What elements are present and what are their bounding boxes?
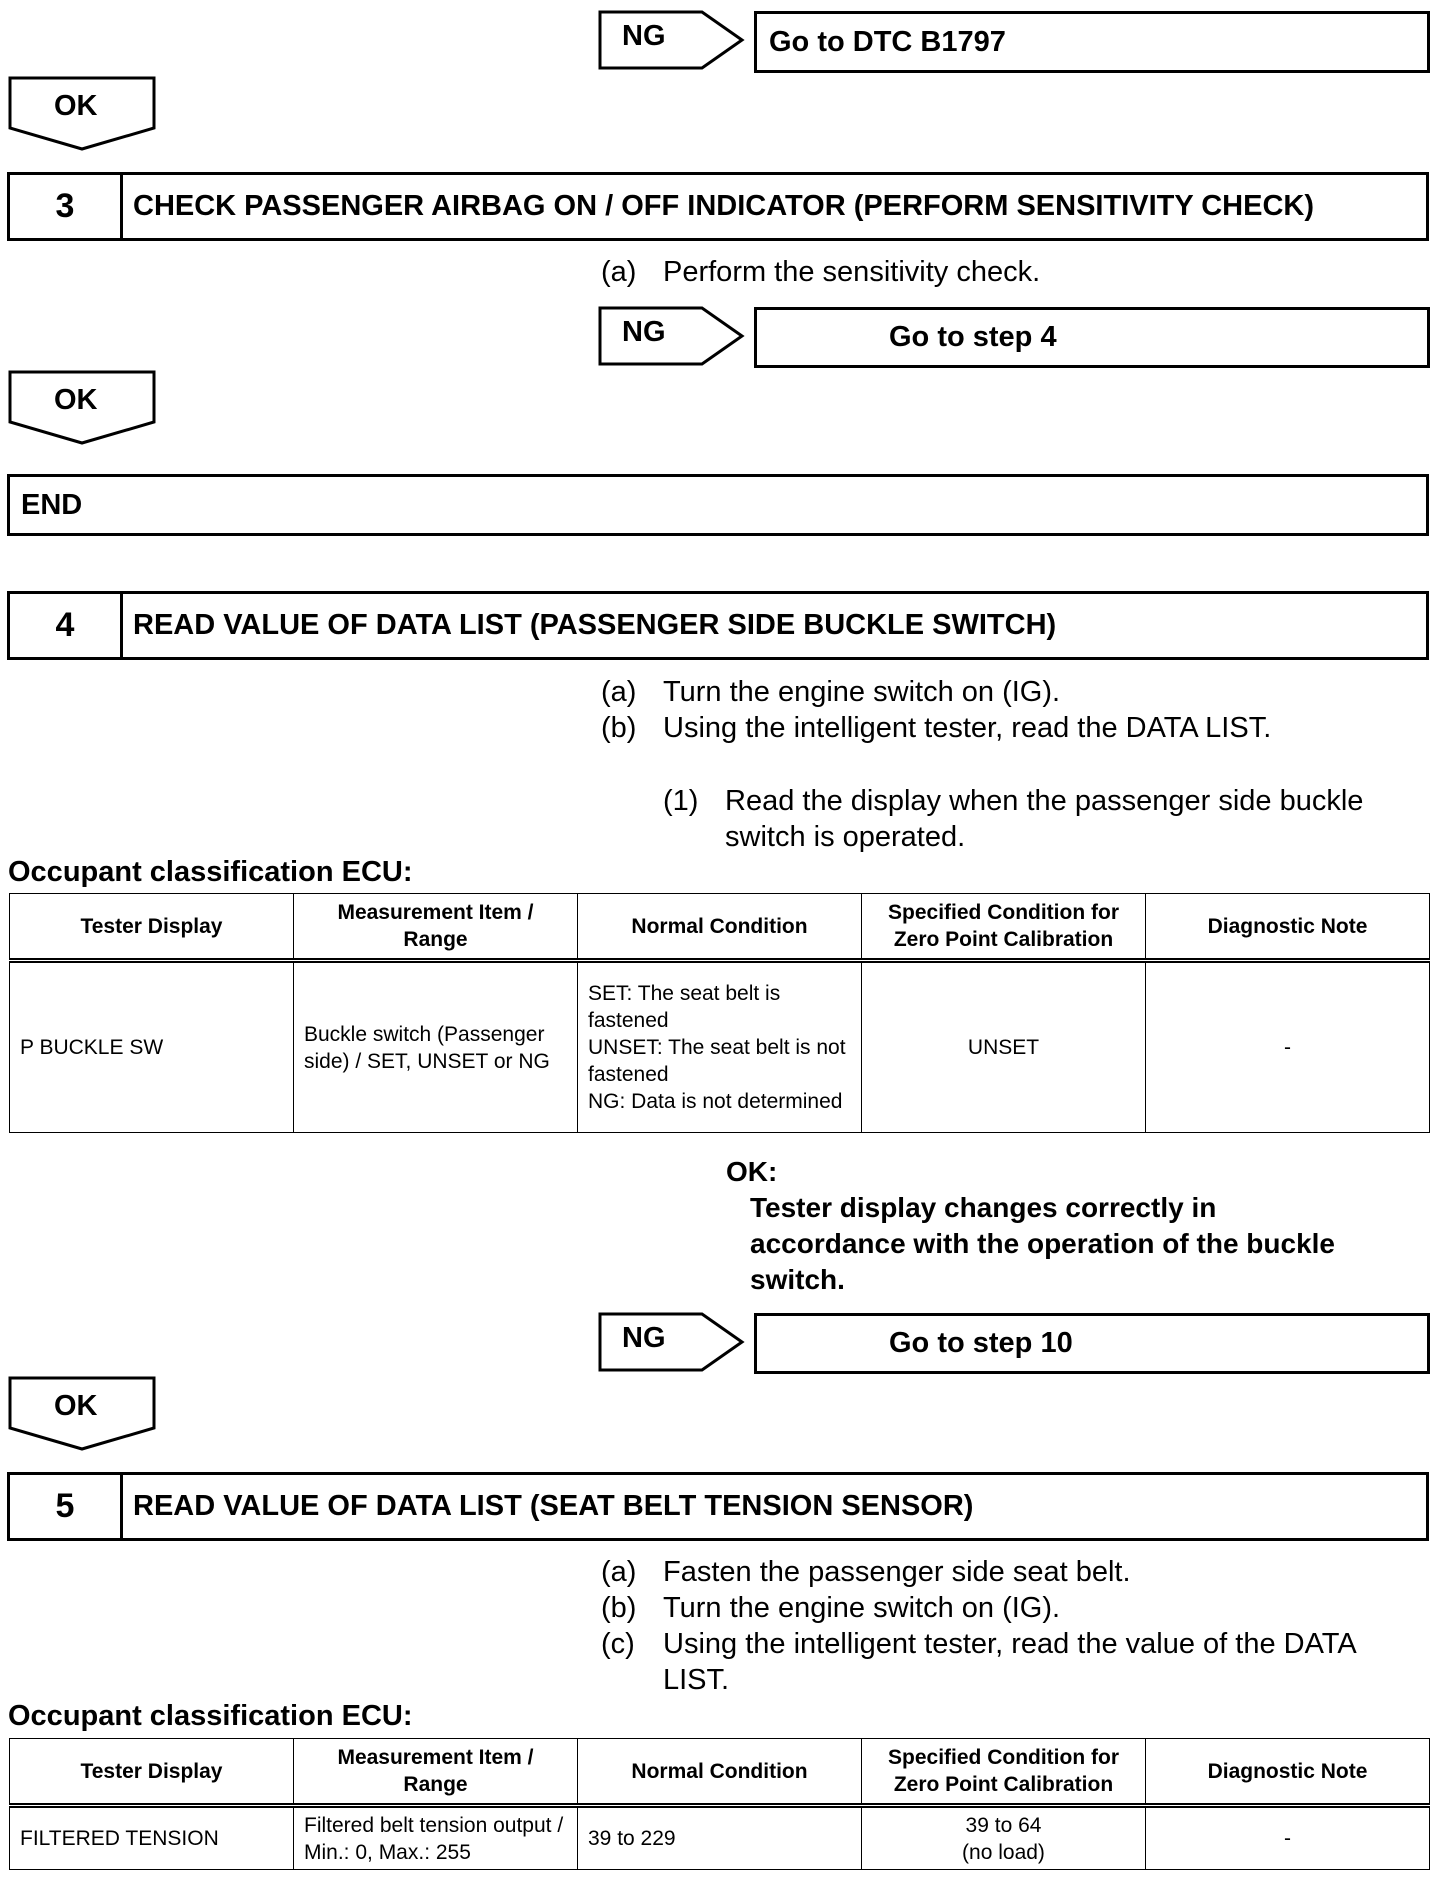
step3-header <box>7 172 1429 241</box>
instruction-text: Turn the engine switch on (IG). <box>663 676 1061 708</box>
instruction-label: (a) <box>601 676 637 708</box>
instruction-label: (c) <box>601 1628 635 1660</box>
table-row <box>10 1806 1430 1870</box>
ok-arrow <box>8 76 156 152</box>
col-header: Diagnostic Note <box>1146 1739 1430 1806</box>
ok-criteria-line: accordance with the operation of the buckle <box>750 1228 1335 1259</box>
ng-label: NG <box>622 1322 666 1354</box>
step5-instruction-a <box>601 1554 1421 1590</box>
instruction-label: (b) <box>601 1592 637 1624</box>
step5-number: 5 <box>10 1475 123 1538</box>
instruction-text: LIST. <box>663 1664 730 1696</box>
cell-measurement-item: Filtered belt tension output / Min.: 0, Max.: 255 <box>294 1806 578 1870</box>
step5-data-table <box>9 1738 1430 1870</box>
goto-step4-text: Go to step 4 <box>889 321 1057 353</box>
step3-title: CHECK PASSENGER AIRBAG ON / OFF INDICATOR (PERFORM SENSITIVITY CHECK) <box>133 190 1315 222</box>
instruction-label: (b) <box>601 712 637 744</box>
instruction-text: Turn the engine switch on (IG). <box>663 1592 1061 1624</box>
step4-instruction-b <box>601 710 1421 746</box>
col-header: Diagnostic Note <box>1146 894 1430 961</box>
step3-number: 3 <box>10 175 123 238</box>
ng-arrow <box>598 10 746 70</box>
instruction-text: Using the intelligent tester, read the DATA LIST. <box>663 712 1272 744</box>
ok-label: OK <box>54 90 98 122</box>
step4-header <box>7 591 1429 660</box>
ok-arrow <box>8 1376 156 1452</box>
goto-dtc-text: Go to DTC B1797 <box>769 25 1006 58</box>
instruction-label: (a) <box>601 256 637 288</box>
instruction-text: Read the display when the passenger side buckle <box>725 785 1364 817</box>
col-header: Specified Condition for Zero Point Calibration <box>862 894 1146 961</box>
ok-criteria-label: OK: <box>726 1156 778 1187</box>
ok-label: OK <box>54 384 98 416</box>
ok-arrow <box>8 370 156 446</box>
cell-diagnostic-note: - <box>1146 961 1430 1133</box>
instruction-text: Using the intelligent tester, read the value of the DATA <box>663 1628 1357 1660</box>
table-header-row <box>10 1739 1430 1806</box>
cell-measurement-item: Buckle switch (Passenger side) / SET, UNSET or NG <box>294 961 578 1133</box>
instruction-label: (1) <box>663 785 699 817</box>
step3-instruction-a <box>601 254 1421 290</box>
step4-instruction-a <box>601 674 1421 710</box>
ng-arrow <box>598 306 746 366</box>
step5-instruction-b <box>601 1590 1421 1626</box>
table-row <box>10 961 1430 1133</box>
normal-ng: NG: Data is not determined <box>588 1090 843 1113</box>
goto-step4-box <box>754 307 1430 368</box>
cell-spec-condition: UNSET <box>862 961 1146 1133</box>
spec-note: (no load) <box>962 1840 1045 1864</box>
cell-spec-condition <box>862 1806 1146 1870</box>
col-header: Normal Condition <box>578 894 862 961</box>
step5-ecu-title: Occupant classification ECU: <box>8 1700 413 1732</box>
instruction-text: Fasten the passenger side seat belt. <box>663 1556 1131 1588</box>
table-header-row <box>10 894 1430 961</box>
step4-number: 4 <box>10 594 123 657</box>
goto-step10-text: Go to step 10 <box>889 1327 1073 1359</box>
step5-header <box>7 1472 1429 1541</box>
col-header: Specified Condition for Zero Point Calibration <box>862 1739 1146 1806</box>
goto-step10-box <box>754 1313 1430 1374</box>
ok-label: OK <box>54 1390 98 1422</box>
step5-instruction-c <box>601 1626 1431 1698</box>
ng-arrow <box>598 1312 746 1372</box>
col-header: Measurement Item / Range <box>294 894 578 961</box>
col-header: Tester Display <box>10 894 294 961</box>
step4-sub-instruction-1 <box>663 783 1433 855</box>
cell-tester-display: FILTERED TENSION <box>10 1806 294 1870</box>
col-header: Tester Display <box>10 1739 294 1806</box>
step4-data-table <box>9 893 1430 1133</box>
step4-title: READ VALUE OF DATA LIST (PASSENGER SIDE BUCKLE SWITCH) <box>133 609 1057 641</box>
spec-range: 39 to 64 <box>965 1813 1042 1837</box>
instruction-label: (a) <box>601 1556 637 1588</box>
ng-label: NG <box>622 20 666 52</box>
normal-unset: UNSET: The seat belt is not fastened <box>588 1036 846 1086</box>
instruction-text: switch is operated. <box>725 821 966 853</box>
cell-normal-condition: 39 to 229 <box>578 1806 862 1870</box>
goto-dtc-box <box>754 11 1430 73</box>
ng-label: NG <box>622 316 666 348</box>
step5-title: READ VALUE OF DATA LIST (SEAT BELT TENSION SENSOR) <box>133 1490 974 1522</box>
normal-set: SET: The seat belt is fastened <box>588 982 781 1032</box>
step4-ecu-title: Occupant classification ECU: <box>8 856 413 888</box>
instruction-text: Perform the sensitivity check. <box>663 256 1041 288</box>
end-box: END <box>7 474 1429 536</box>
cell-tester-display: P BUCKLE SW <box>10 961 294 1133</box>
ok-criteria-line: Tester display changes correctly in <box>750 1192 1217 1223</box>
cell-diagnostic-note: - <box>1146 1806 1430 1870</box>
ok-criteria-line: switch. <box>750 1264 845 1295</box>
col-header: Normal Condition <box>578 1739 862 1806</box>
col-header: Measurement Item / Range <box>294 1739 578 1806</box>
cell-normal-condition <box>578 961 862 1133</box>
